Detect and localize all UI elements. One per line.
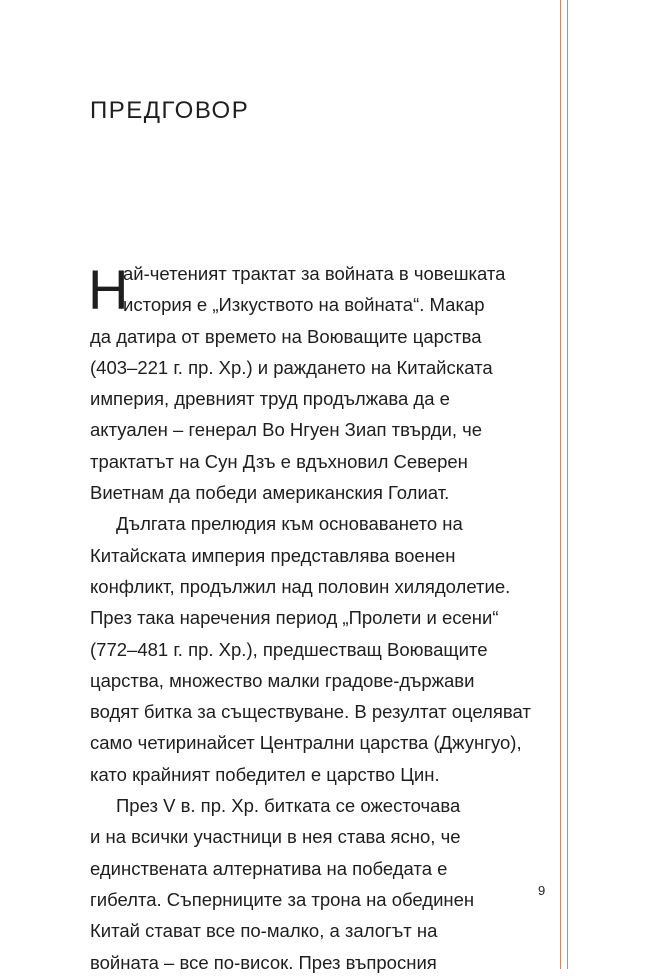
page-edge-line [560, 0, 561, 969]
text-line: царства, множество малки градове-държави [90, 669, 475, 691]
text-line: империя, древният труд продължава да е [90, 388, 450, 410]
text-line: трактатът на Сун Дзъ е вдъхновил Северен [90, 450, 468, 472]
text-line: гибелта. Съперниците за трона на обединен [90, 888, 475, 910]
text-line: като крайният победител е царство Цин. [90, 763, 440, 785]
body-text [90, 258, 538, 978]
text-line: актуален – генерал Во Нгуен Зиап твърди, че [90, 419, 483, 441]
drop-cap: Н [88, 258, 129, 321]
text-line: Дългата прелюдия към основаването на [116, 513, 463, 535]
text-line: Виетнам да победи американския Голиат. [90, 482, 450, 504]
text-line: Китайската империя представлява военен [90, 544, 456, 566]
text-line: и на всички участници в нея става ясно, че [90, 826, 461, 848]
text-line: Китай стават все по-малко, а залогът на [90, 920, 438, 942]
text-line: конфликт, продължил над половин хилядолетие. [90, 575, 511, 597]
text-line: (403–221 г. пр. Хр.) и раждането на Китайската [90, 356, 493, 378]
page-edge-line [567, 0, 568, 969]
text-line: да датира от времето на Воюващите царства [90, 325, 482, 347]
text-line: водят битка за съществуване. В резултат оцеляват [90, 701, 531, 723]
text-line: само четиринайсет Централни царства (Джунгуо), [90, 732, 522, 754]
chapter-title: ПРЕДГОВОР [90, 97, 250, 124]
text-line: единствената алтернатива на победата е [90, 857, 448, 879]
text-line: През V в. пр. Хр. битката се ожесточава [116, 795, 461, 817]
text-line: (772–481 г. пр. Хр.), предшестващ Воюващите [90, 638, 488, 660]
text-line: история е „Изкуството на войната“. Макар [123, 294, 485, 316]
text-line: През така наречения период „Пролети и есени“ [90, 607, 499, 629]
page-number: 9 [538, 883, 546, 898]
text-line: ай-четеният трактат за войната в човешката [123, 263, 506, 284]
text-line: войната – все по-висок. През въпросния [90, 951, 437, 973]
